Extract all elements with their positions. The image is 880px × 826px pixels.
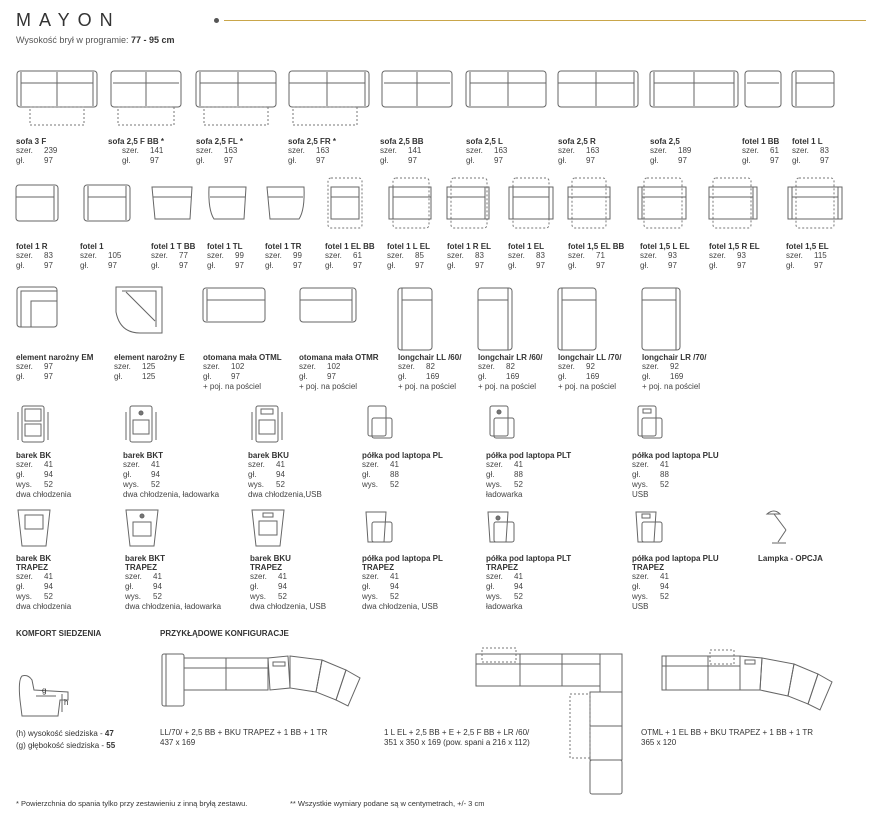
item-sofa-25bb: sofa 2,5 BB szer. 141 gł. 97 [380, 137, 424, 165]
config2-dims: 351 x 350 x 169 (pow. spani a 216 x 112) [384, 738, 530, 747]
item-fotel-1elbb: fotel 1 EL BB szer. 61 gł. 97 [325, 242, 375, 270]
height-range: Wysokość brył w programie: 77 - 95 cm [16, 35, 175, 45]
item-fotel-1rel: fotel 1 R EL szer. 83 gł. 97 [447, 242, 492, 270]
item-fotel-1el: fotel 1 EL szer. 83 gł. 97 [508, 242, 545, 270]
configs-heading: PRZYKŁĄDOWE KONFIGURACJE [160, 629, 289, 638]
item-fotel-1tl: fotel 1 TL szer. 99 gł. 97 [207, 242, 244, 270]
item-polka-plu: półka pod laptopa PLU szer. 41 gł. 88 wys. 52 USB [632, 451, 719, 499]
item-fotel-15lel: fotel 1,5 L EL szer. 93 gł. 97 [640, 242, 690, 270]
item-barek-bk: barek BK szer. 41 gł. 94 wys. 52 dwa chłodzenia [16, 451, 72, 499]
page-title: MAYON [16, 10, 121, 30]
item-sofa-25r: sofa 2,5 R szer. 163 gł. 97 [558, 137, 600, 165]
seat-height-line: (h) wysokość siedziska - 47 [16, 729, 114, 738]
item-barek-bkt: barek BKT szer. 41 gł. 94 wys. 52 dwa chłodzenia, ładowarka [123, 451, 220, 499]
item-fotel-15rel: fotel 1,5 R EL szer. 93 gł. 97 [709, 242, 760, 270]
item-fotel-15el: fotel 1,5 EL szer. 115 gł. 97 [786, 242, 829, 270]
config3-dims: 365 x 120 [641, 738, 677, 747]
seat-height-letter: h [64, 698, 69, 707]
item-fotel-1r: fotel 1 R szer. 83 gł. 97 [16, 242, 53, 270]
item-sofa-25fr: sofa 2,5 FR * szer. 163 gł. 97 [288, 137, 337, 165]
config3-formula: OTML + 1 EL BB + BKU TRAPEZ + 1 BB + 1 TR [641, 728, 814, 737]
item-longchair-ll60: longchair LL /60/ szer. 82 gł. 169 + poj. na pościel [398, 353, 462, 391]
item-sofa-3f: sofa 3 F szer. 239 gł. 97 [16, 137, 58, 165]
item-sofa-25l: sofa 2,5 L szer. 163 gł. 97 [466, 137, 508, 165]
item-polka-pl: półka pod laptopa PL szer. 41 gł. 88 wys. 52 [362, 451, 443, 489]
item-fotel-1: fotel 1 szer. 105 gł. 97 [80, 242, 122, 270]
footnote-sleeping: * Powierzchnia do spania tylko przy zestawieniu z inną bryłą zestawu. [16, 799, 248, 808]
item-polka-plu-trapez: półka pod laptopa PLU TRAPEZ szer. 41 gł. 94 wys. 52 USB [632, 554, 719, 611]
item-otomana-otml: otomana mała OTML szer. 102 gł. 97 + poj. na pościel [203, 353, 282, 391]
seat-depth-letter: g [42, 686, 47, 695]
item-fotel-1lel: fotel 1 L EL szer. 85 gł. 97 [387, 242, 430, 270]
item-fotel-1tbb: fotel 1 T BB szer. 77 gł. 97 [151, 242, 196, 270]
item-fotel-15elbb: fotel 1,5 EL BB szer. 71 gł. 97 [568, 242, 625, 270]
item-longchair-lr60: longchair LR /60/ szer. 82 gł. 169 + poj. na pościel [478, 353, 543, 391]
item-barek-bku-trapez: barek BKU TRAPEZ szer. 41 gł. 94 wys. 52 dwa chłodzenia, USB [250, 554, 327, 611]
config2-formula: 1 L EL + 2,5 BB + E + 2,5 F BB + LR /60/ [384, 728, 530, 737]
item-sofa-25fbb: sofa 2,5 F BB * szer. 141 gł. 97 [108, 137, 165, 165]
item-longchair-lr70: longchair LR /70/ szer. 92 gł. 169 + poj. na pościel [642, 353, 707, 391]
seat-depth-line: (g) głębokość siedziska - 55 [16, 741, 116, 750]
item-fotel-1bb: fotel 1 BB szer. 61 gł. 97 [742, 137, 780, 165]
item-lampka: Lampka - OPCJA [758, 554, 823, 563]
item-naroznik-em: element narożny EM szer. 97 gł. 97 [16, 353, 94, 381]
item-otomana-otmr: otomana mała OTMR szer. 102 gł. 97 + poj. na pościel [299, 353, 379, 391]
item-polka-pl-trapez: półka pod laptopa PL TRAPEZ szer. 41 gł. 94 wys. 52 dwa chłodzenia, USB [362, 554, 443, 611]
item-fotel-1l: fotel 1 L szer. 83 gł. 97 [792, 137, 829, 165]
config1-formula: LL/70/ + 2,5 BB + BKU TRAPEZ + 1 BB + 1 TR [160, 728, 328, 737]
item-fotel-1tr: fotel 1 TR szer. 99 gł. 97 [265, 242, 302, 270]
config1-dims: 437 x 169 [160, 738, 196, 747]
item-polka-plt-trapez: półka pod laptopa PLT TRAPEZ szer. 41 gł. 94 wys. 52 ładowarka [486, 554, 572, 611]
item-sofa-25fl: sofa 2,5 FL * szer. 163 gł. 97 [196, 137, 243, 165]
item-barek-bku: barek BKU szer. 41 gł. 94 wys. 52 dwa chłodzenia,USB [248, 451, 322, 499]
item-sofa-25: sofa 2,5 szer. 189 gł. 97 [650, 137, 692, 165]
item-longchair-ll70: longchair LL /70/ szer. 92 gł. 169 + poj. na pościel [558, 353, 622, 391]
item-naroznik-e: element narożny E szer. 125 gł. 125 [114, 353, 185, 381]
item-barek-bk-trapez: barek BK TRAPEZ szer. 41 gł. 94 wys. 52 dwa chłodzenia [16, 554, 72, 611]
comfort-heading: KOMFORT SIEDZENIA [16, 629, 102, 638]
item-barek-bkt-trapez: barek BKT TRAPEZ szer. 41 gł. 94 wys. 52 dwa chłodzenia, ładowarka [125, 554, 222, 611]
footnote-dimensions: ** Wszystkie wymiary podane są w centymetrach, +/- 3 cm [290, 799, 485, 808]
item-polka-plt: półka pod laptopa PLT szer. 41 gł. 88 wys. 52 ładowarka [486, 451, 572, 499]
